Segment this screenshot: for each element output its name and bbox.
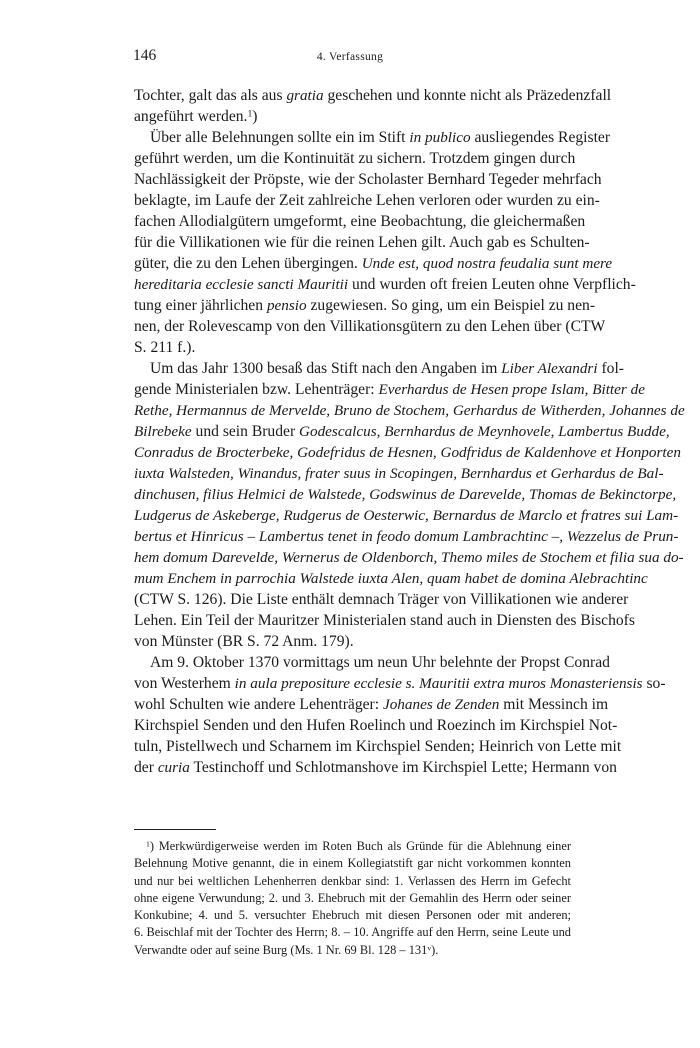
body-text-line: Über alle Belehnungen sollte ein im Stift in publico ausliegendes Register (150, 129, 611, 146)
body-text-line: gende Ministerialen bzw. Lehenträger: Everhardus de Hesen prope Islam, Bitter de (134, 381, 645, 398)
body-text-line: von Westerhem in aula prepositure ecclesie s. Mauritii extra muros Monasteriensis so- (134, 675, 666, 692)
body-text-line: S. 211 f.). (134, 339, 196, 356)
body-text-line: hereditaria ecclesie sancti Mauritii und wurden oft freien Leuten ohne Verpflich- (134, 276, 636, 293)
body-text-line: Am 9. Oktober 1370 vormittags um neun Uhr belehnte der Propst Conrad (150, 654, 610, 671)
body-text-line: bertus et Hinricus – Lambertus tenet in feodo domum Lambrachtinc –, Wezzelus de Prun- (134, 528, 679, 545)
page-number: 146 (133, 47, 157, 64)
body-text-line: beklagte, im Laufe der Zeit zahlreiche Lehen verloren oder wurden zu ein- (134, 192, 600, 209)
footnote-line: $^1$) Merkwürdigerweise werden im Roten Buch als Gründe für die Ablehnung einer (146, 839, 571, 853)
body-text-line: (CTW S. 126). Die Liste enthält demnach Träger von Villikationen wie anderer (134, 591, 629, 608)
body-text-line: Rethe, Hermannus de Mervelde, Bruno de Stochem, Gerhardus de Witherden, Johannes de (134, 402, 685, 419)
body-text-line: geführt werden, um die Kontinuität zu sichern. Trotzdem gingen durch (134, 150, 576, 167)
footnote-line: Belehnung Motive genannt, die in einem Kollegiatstift gar nicht vorkommen konnten (134, 856, 571, 871)
body-text-line: tuln, Pistellwech und Scharnem im Kirchspiel Senden; Heinrich von Lette mit (134, 738, 622, 755)
body-text-line: Bilrebeke und sein Bruder Godescalcus, Bernhardus de Meynhovele, Lambertus Budde, (134, 423, 670, 440)
footnote-divider (134, 829, 216, 830)
body-text-line: Kirchspiel Senden und den Hufen Roelinch und Roezinch im Kirchspiel Not- (134, 717, 618, 734)
body-text-line: angeführt werden.$^1$) (134, 108, 258, 125)
body-text-line: mum Enchem in parrochia Walstede iuxta Alen, quam habet de domina Alebrachtinc (134, 570, 648, 587)
footnote-line: und nur bei weltlichen Lehenherren denkbar sind: 1. Verlassen des Herrn im Gefecht (134, 873, 571, 888)
footnote-line: ohne eigene Verwundung; 2. und 3. Ehebruch mit der Gemahlin des Herrn oder seiner (134, 890, 571, 905)
body-text-line: iuxta Walsteden, Winandus, frater suus in Scopingen, Bernhardus et Gerhardus de Bal- (134, 465, 664, 482)
body-text-line: Nachlässigkeit der Pröpste, wie der Scholaster Bernhard Tegeder mehrfach (134, 171, 602, 188)
footnote-line: Verwandte oder auf seine Burg (Ms. 1 Nr. 69 Bl. 128 – 131$^v$). (134, 942, 439, 957)
footnotes (134, 838, 571, 959)
body-text-line: Ludgerus de Askeberge, Rudgerus de Oesterwic, Bernardus de Marclo et fratres sui Lam- (134, 507, 679, 524)
running-head: 4. Verfassung (316, 51, 384, 63)
body-text-line: Lehen. Ein Teil der Mauritzer Ministerialen stand auch in Diensten des Bischofs (134, 612, 635, 629)
body-text-line: hem domum Darevelde, Wernerus de Oldenborch, Themo miles de Stochem et filia sua do- (134, 549, 684, 566)
body-text-line: nen, der Rolevescamp von den Villikationsgütern zu den Lehen über (CTW (134, 318, 606, 335)
body-text-line: der curia Testinchoff und Schlotmanshove im Kirchspiel Lette; Hermann von (134, 759, 617, 776)
body-text-line: wohl Schulten wie andere Lehenträger: Johanes de Zenden mit Messinch im (134, 696, 609, 713)
body-text-line: fachen Allodialgütern umgeformt, eine Beobachtung, die gleichermaßen (134, 213, 586, 230)
body-text-line: von Münster (BR S. 72 Anm. 179). (134, 633, 354, 650)
body-text-line: Um das Jahr 1300 besaß das Stift nach den Angaben im Liber Alexandri fol- (150, 360, 624, 377)
body-text-line: tung einer jährlichen pensio zugewiesen. So ging, um ein Beispiel zu nen- (134, 297, 596, 314)
footnote-line: 6. Beischlaf mit der Tochter des Herrn; 8. – 10. Angriffe auf den Herrn, seine Leute und (134, 925, 571, 940)
body-text-line: Tochter, galt das als aus gratia geschehen und konnte nicht als Präzedenzfall (134, 87, 612, 104)
body-text-line: Conradus de Brocterbeke, Godefridus de Hesnen, Godfridus de Kaldenhove et Honporten (134, 444, 681, 461)
main-text (134, 85, 685, 778)
body-text-line: dinchusen, filius Helmici de Walstede, Godswinus de Darevelde, Thomas de Bekinctorpe, (134, 486, 677, 503)
footnote-line: Konkubine; 4. und 5. versuchter Ehebruch mit diesen Personen oder mit anderen; (134, 908, 571, 923)
body-text-line: für die Villikationen wie für die reinen Lehen gilt. Auch gab es Schulten- (134, 234, 590, 251)
body-text-line: güter, die zu den Lehen übergingen. Unde est, quod nostra feudalia sunt mere (134, 255, 613, 272)
